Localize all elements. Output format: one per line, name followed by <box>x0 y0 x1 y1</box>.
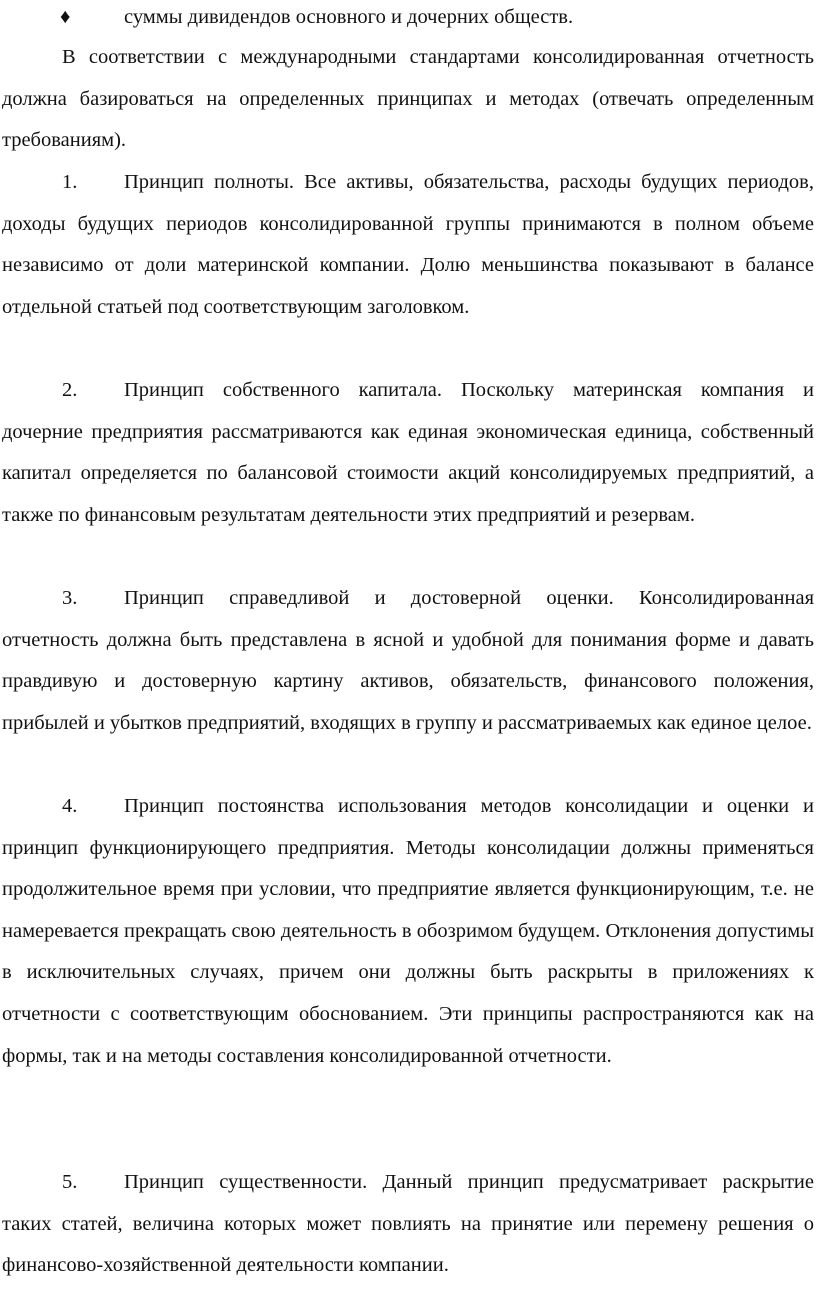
principle-text: Принцип постоянства использования методов консолидации и оценки и принцип функционирующего предприятия. Методы консолидации должны применяться продолжительное время при условии, что предприятие является функционирующим, т.е. не намеревается прекращать свою деятельность в обозримом будущем. Отклонения допустимы в исключительных случаях, причем они должны быть раскрыты в приложениях к отчетности с соответствующим обоснованием. Эти принципы распространяются как на формы, так и на методы составления консолидированной отчетности. <box>2 795 814 1067</box>
intro-paragraph <box>2 37 814 162</box>
principle-paragraph-1 <box>2 162 814 328</box>
principle-text: Принцип полноты. Все активы, обязательства, расходы будущих периодов, доходы будущих периодов консолидированной группы принимаются в полном объеме независимо от доли материнской компании. Долю меньшинства показывают в балансе отдельной статьей под соответствующим заголовком. <box>2 171 814 318</box>
bullet-text: суммы дивидендов основного и дочерних обществ. <box>124 6 574 28</box>
diamond-bullet-icon: ♦ <box>60 6 71 28</box>
principle-number: 2. <box>62 379 78 401</box>
principle-text: Принцип справедливой и достоверной оценки. Консолидированная отчетность должна быть представлена в ясной и удобной для понимания форме и давать правдивую и достоверную картину активов, обязательств, финансового положения, прибылей и убытков предприятий, входящих в группу и рассматриваемых как единое целое. <box>2 587 814 734</box>
principle-paragraph-3 <box>2 578 814 744</box>
principle-text: Принцип собственного капитала. Поскольку материнская компания и дочерние предприятия рассматриваются как единая экономическая единица, собственный капитал определяется по балансовой стоимости акций консолидируемых предприятий, а также по финансовым результатам деятельности этих предприятий и резервам. <box>2 379 814 526</box>
principle-paragraph-5 <box>2 1162 814 1287</box>
intro-text: В соответствии с международными стандартами консолидированная отчетность должна базироваться на определенных принципах и методах (отвечать определенным требованиям). <box>2 46 814 152</box>
principle-text: Принцип существенности. Данный принцип предусматривает раскрытие таких статей, величина которых может повлиять на принятие или перемену решения о финансово-хозяйственной деятельности компании. <box>2 1171 814 1277</box>
principle-paragraph-4 <box>2 786 814 1077</box>
principle-number: 4. <box>62 795 78 817</box>
principle-number: 1. <box>62 171 78 193</box>
principle-number: 3. <box>62 587 78 609</box>
principle-paragraph-2 <box>2 370 814 536</box>
principle-number: 5. <box>62 1171 78 1193</box>
bullet-item <box>0 0 816 34</box>
